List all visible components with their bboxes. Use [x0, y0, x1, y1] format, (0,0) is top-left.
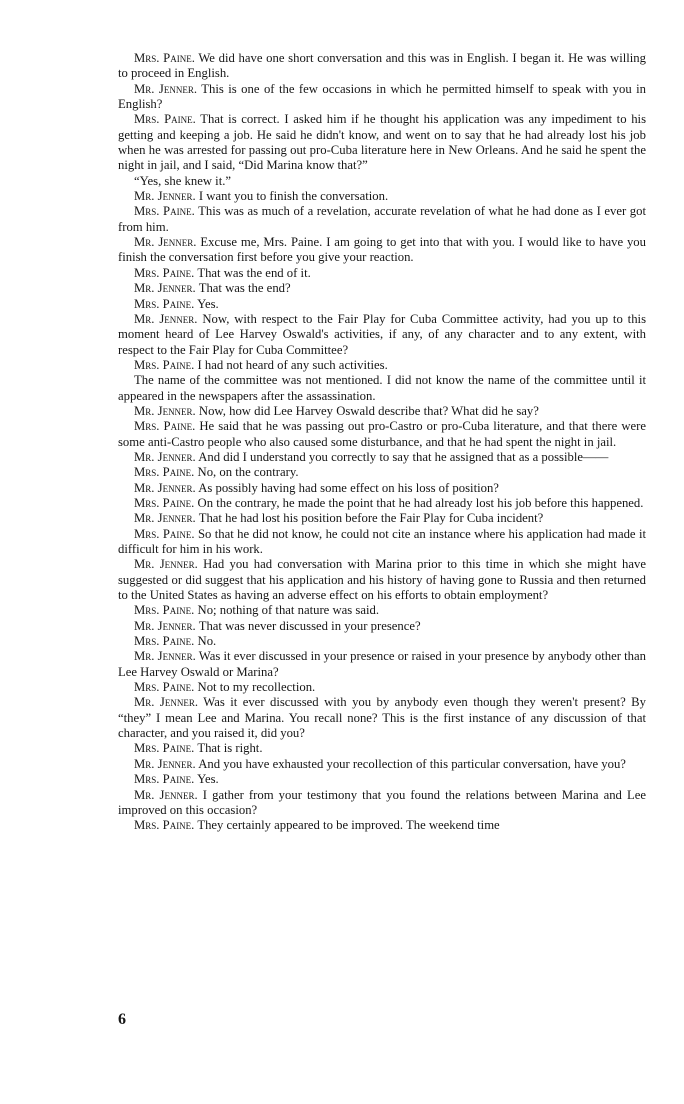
- testimony-paragraph: [118, 174, 646, 189]
- testimony-paragraph: [118, 266, 646, 281]
- testimony-paragraph: [118, 419, 646, 450]
- speaker-label: Mrs. Paine.: [134, 465, 195, 480]
- paragraph-text: Now, how did Lee Harvey Oswald describe that? What did he say?: [198, 403, 539, 418]
- testimony-paragraph: [118, 312, 646, 358]
- speaker-label: Mrs. Paine.: [134, 112, 196, 127]
- testimony-paragraph: [118, 204, 646, 235]
- paragraph-text: That was the end of it.: [197, 265, 311, 280]
- speaker-label: Mrs. Paine.: [134, 357, 195, 372]
- testimony-paragraph: [118, 741, 646, 756]
- testimony-paragraph: [118, 404, 646, 419]
- speaker-label: Mrs. Paine.: [134, 603, 195, 618]
- paragraph-text: Excuse me, Mrs. Paine. I am going to get into that with you. I would like to have you finish the conversation first before you give your reaction.: [118, 235, 646, 265]
- page-number: 6: [118, 1011, 126, 1028]
- speaker-label: Mr. Jenner.: [134, 756, 196, 771]
- paragraph-text: So that he did not know, he could not cite an instance where his application had made it difficult for him in his work.: [118, 526, 646, 556]
- testimony-paragraph: [118, 373, 646, 404]
- paragraph-text: Not to my recollection.: [197, 680, 316, 695]
- paragraph-text: And did I understand you correctly to say that he assigned that as a possible——: [198, 449, 609, 464]
- testimony-paragraph: [118, 51, 646, 82]
- paragraph-text: I want you to finish the conversation.: [198, 189, 389, 204]
- paragraph-text: I had not heard of any such activities.: [197, 357, 388, 372]
- paragraph-text: I gather from your testimony that you found the relations between Marina and Lee improved on this occasion?: [118, 787, 647, 817]
- speaker-label: Mr. Jenner.: [134, 281, 196, 296]
- testimony-paragraph: [118, 511, 646, 526]
- testimony-paragraph: [118, 680, 646, 695]
- speaker-label: Mrs. Paine.: [134, 741, 195, 756]
- speaker-label: Mrs. Paine.: [134, 526, 195, 541]
- speaker-label: Mr. Jenner.: [134, 557, 198, 572]
- paragraph-text: That was never discussed in your presence?: [198, 618, 421, 633]
- paragraph-text: That was the end?: [198, 281, 291, 296]
- testimony-paragraph: [118, 649, 646, 680]
- speaker-label: Mr. Jenner.: [134, 403, 196, 418]
- speaker-label: Mr. Jenner.: [134, 449, 196, 464]
- testimony-paragraph: [118, 235, 646, 266]
- paragraph-text: The name of the committee was not mentioned. I did not know the name of the committee until it appeared in the newspapers after the assassination.: [118, 373, 646, 403]
- speaker-label: Mrs. Paine.: [134, 495, 195, 510]
- speaker-label: Mr. Jenner.: [134, 787, 198, 802]
- paragraph-text: “Yes, she knew it.”: [134, 173, 232, 188]
- testimony-paragraph: [118, 818, 646, 833]
- paragraph-text: This was as much of a revelation, accurate revelation of what he had done as I ever got from him.: [118, 204, 646, 234]
- paragraph-text: And you have exhausted your recollection of this particular conversation, have you?: [198, 756, 626, 771]
- speaker-label: Mr. Jenner.: [134, 81, 198, 96]
- speaker-label: Mrs. Paine.: [134, 296, 195, 311]
- speaker-label: Mrs. Paine.: [134, 419, 196, 434]
- testimony-text: [118, 51, 646, 834]
- paragraph-text: No; nothing of that nature was said.: [197, 603, 379, 618]
- paragraph-text: No, on the contrary.: [197, 465, 299, 480]
- testimony-paragraph: [118, 695, 646, 741]
- paragraph-text: Yes.: [197, 296, 219, 311]
- paragraph-text: Was it ever discussed with you by anybody even though they weren't present? By “they” I mean Lee and Marina. You recall none? This is the first instance of any discussion of that character, and you raised it, did you?: [118, 695, 646, 741]
- paragraph-text: That is correct. I asked him if he thought his application was any impediment to his getting and keeping a job. He said he didn't know, and went on to say that he had already lost his job when he was arrested for passing out pro-Cuba literature here in New Orleans. And he said he spent the night in jail, and I said, “Did Marina know that?”: [118, 112, 647, 173]
- paragraph-text: This is one of the few occasions in which he permitted himself to speak with you in English?: [118, 81, 646, 112]
- testimony-paragraph: [118, 772, 646, 787]
- speaker-label: Mr. Jenner.: [134, 311, 198, 326]
- speaker-label: Mr. Jenner.: [134, 649, 196, 664]
- testimony-paragraph: [118, 481, 646, 496]
- speaker-label: Mrs. Paine.: [134, 265, 195, 280]
- testimony-paragraph: [118, 82, 646, 113]
- speaker-label: Mr. Jenner.: [134, 511, 196, 526]
- testimony-paragraph: [118, 297, 646, 312]
- paragraph-text: Now, with respect to the Fair Play for Cuba Committee activity, had you up to this moment heard of Lee Harvey Oswald's activities, if any, of any character and to any extent, with respect to the Fair Play for Cuba Committee?: [118, 311, 647, 357]
- paragraph-text: That he had lost his position before the Fair Play for Cuba incident?: [198, 511, 544, 526]
- paragraph-text: That is right.: [197, 741, 263, 756]
- speaker-label: Mr. Jenner.: [134, 480, 196, 495]
- speaker-label: Mr. Jenner.: [134, 618, 196, 633]
- testimony-paragraph: [118, 358, 646, 373]
- testimony-paragraph: [118, 465, 646, 480]
- paragraph-text: No.: [197, 634, 217, 649]
- speaker-label: Mr. Jenner.: [134, 189, 196, 204]
- testimony-paragraph: [118, 619, 646, 634]
- testimony-paragraph: [118, 496, 646, 511]
- paragraph-text: We did have one short conversation and this was in English. I began it. He was willing to proceed in English.: [118, 51, 646, 81]
- paragraph-text: Had you had conversation with Marina prior to this time in which she might have suggested or did suggest that his application and his history of having gone to Russia and then returned to the United States as having an adverse effect on his efforts to obtain employment?: [118, 557, 647, 603]
- speaker-label: Mrs. Paine.: [134, 51, 195, 65]
- paragraph-text: They certainly appeared to be improved. The weekend time: [197, 818, 500, 833]
- speaker-label: Mr. Jenner.: [134, 235, 197, 250]
- testimony-paragraph: [118, 112, 646, 173]
- paragraph-text: On the contrary, he made the point that he had already lost his job before this happened.: [197, 495, 644, 510]
- speaker-label: Mrs. Paine.: [134, 634, 195, 649]
- testimony-paragraph: [118, 757, 646, 772]
- paragraph-text: Yes.: [197, 772, 219, 787]
- testimony-paragraph: [118, 634, 646, 649]
- testimony-paragraph: [118, 788, 646, 819]
- speaker-label: Mrs. Paine.: [134, 818, 195, 833]
- testimony-paragraph: [118, 281, 646, 296]
- speaker-label: Mr. Jenner.: [134, 695, 199, 710]
- paragraph-text: Was it ever discussed in your presence or raised in your presence by anybody other than Lee Harvey Oswald or Marina?: [118, 649, 646, 679]
- speaker-label: Mrs. Paine.: [134, 204, 195, 219]
- speaker-label: Mrs. Paine.: [134, 680, 195, 695]
- testimony-paragraph: [118, 557, 646, 603]
- speaker-label: Mrs. Paine.: [134, 772, 195, 787]
- paragraph-text: He said that he was passing out pro-Castro or pro-Cuba literature, and that there were some anti-Castro people who also caused some disturbance, and that he had spent the night in jail.: [118, 419, 646, 449]
- testimony-paragraph: [118, 603, 646, 618]
- testimony-paragraph: [118, 527, 646, 558]
- testimony-paragraph: [118, 450, 646, 465]
- paragraph-text: As possibly having had some effect on his loss of position?: [198, 480, 499, 495]
- testimony-paragraph: [118, 189, 646, 204]
